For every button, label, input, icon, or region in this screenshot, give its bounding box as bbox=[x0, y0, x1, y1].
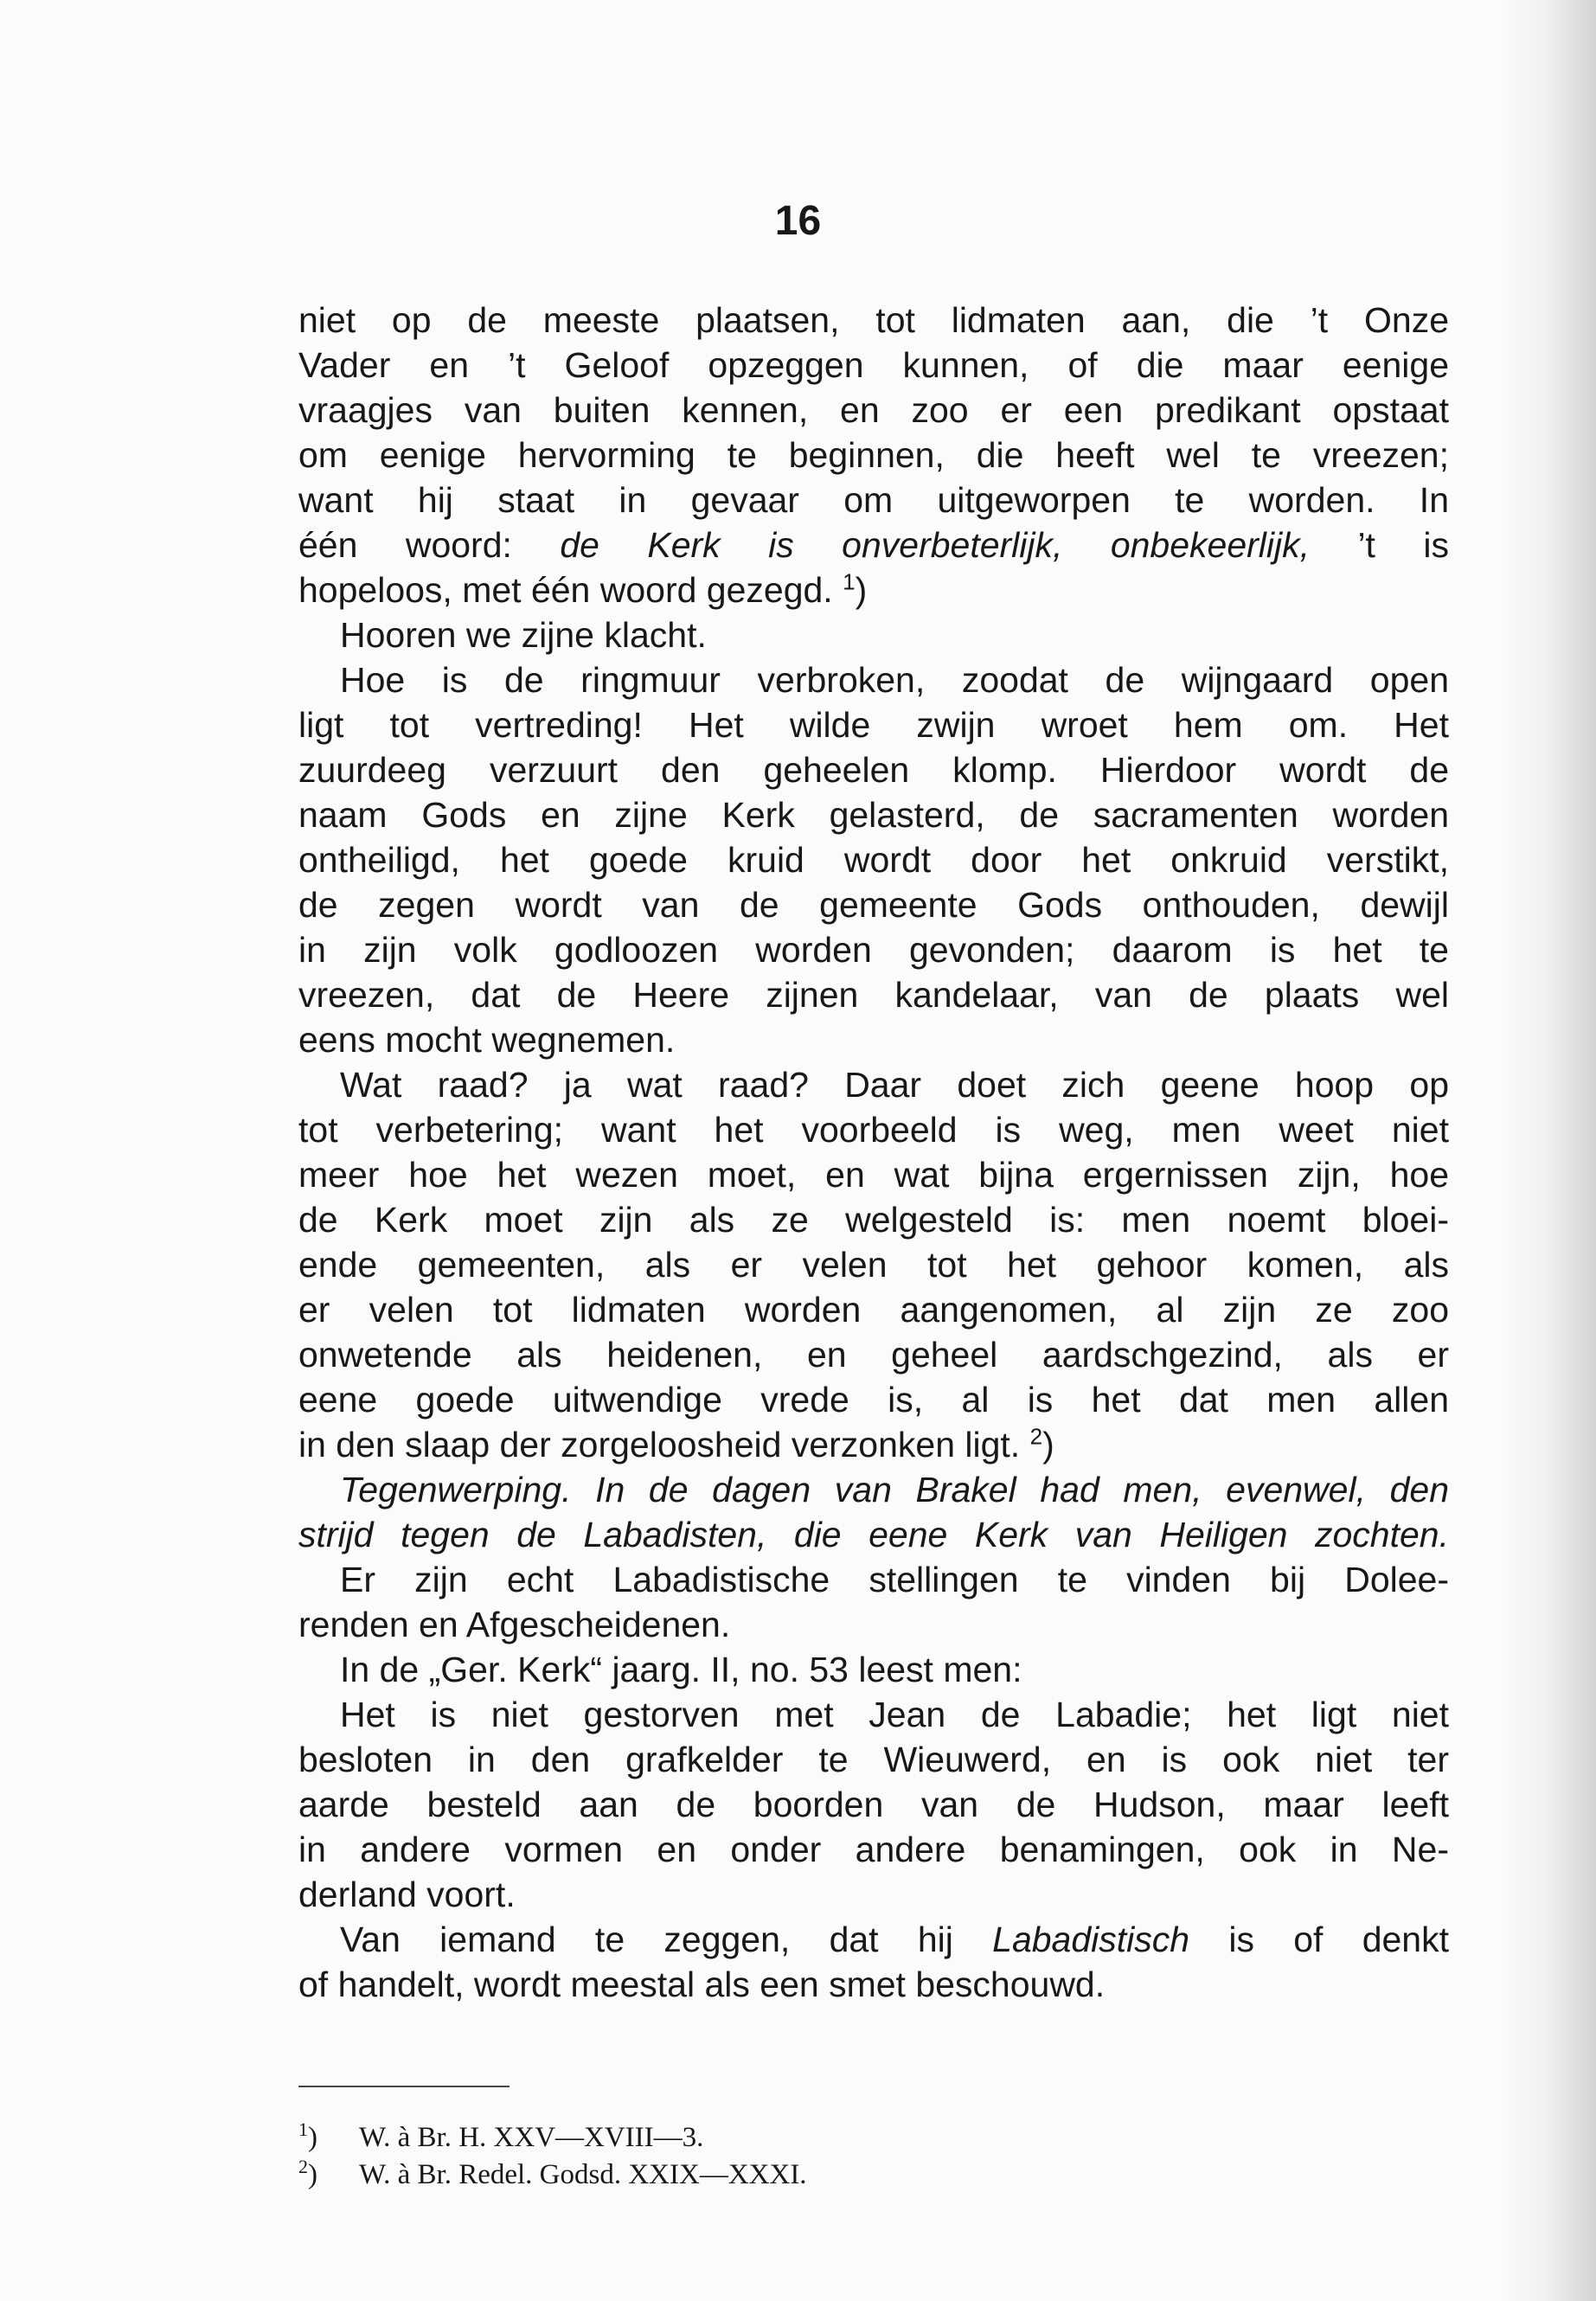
text-line: niet op de meeste plaatsen, tot lidmaten aan, die ’t Onze bbox=[298, 300, 1449, 340]
footnotes bbox=[298, 2119, 807, 2194]
text-line: aarde besteld aan de boorden van de Hudson, maar leeft bbox=[298, 1785, 1449, 1824]
text-line: meer hoe het wezen moet, en wat bijna ergernissen zijn, hoe bbox=[298, 1155, 1449, 1195]
text-line: in andere vormen en onder andere benamingen, ook in Ne- bbox=[298, 1830, 1449, 1869]
text-line: ontheiligd, het goede kruid wordt door het onkruid verstikt, bbox=[298, 840, 1449, 880]
text-line: derland voort. bbox=[298, 1875, 516, 1914]
text-line: ligt tot vertreding! Het wilde zwijn wroet hem om. Het bbox=[298, 705, 1449, 745]
text-line: om eenige hervorming te beginnen, die heeft wel te vreezen; bbox=[298, 435, 1449, 475]
footnote-mark: $^2$) bbox=[298, 2156, 317, 2190]
footnote-text: W. à Br. H. XXV—XVIII—3. bbox=[359, 2122, 704, 2153]
text-line: Wat raad? ja wat raad? Daar doet zich geene hoop op bbox=[340, 1065, 1449, 1105]
text-line: de zegen wordt van de gemeente Gods onthouden, dewijl bbox=[298, 885, 1449, 925]
text-line: in zijn volk godloozen worden gevonden; daarom is het te bbox=[298, 930, 1449, 970]
text-line: Hooren we zijne klacht. bbox=[340, 615, 707, 655]
text-line: vreezen, dat de Heere zijnen kandelaar, van de plaats wel bbox=[298, 975, 1449, 1015]
text-line: vraagjes van buiten kennen, en zoo er een predikant opstaat bbox=[298, 390, 1449, 430]
text-line: tot verbetering; want het voorbeeld is weg, men weet niet bbox=[298, 1110, 1449, 1150]
text-line: één woord: de Kerk is onverbeterlijk, onbekeerlijk, ’t is bbox=[298, 525, 1449, 565]
text-line: Er zijn echt Labadistische stellingen te vinden bij Dolee- bbox=[340, 1560, 1449, 1599]
text-line: In de „Ger. Kerk“ jaarg. II, no. 53 leest men: bbox=[340, 1650, 1022, 1689]
text-line: Hoe is de ringmuur verbroken, zoodat de wijngaard open bbox=[340, 660, 1449, 700]
footnote-mark: $^1$) bbox=[298, 2118, 317, 2153]
text-line: onwetende als heidenen, en geheel aardschgezind, als er bbox=[298, 1335, 1449, 1375]
text-line: eens mocht wegnemen. bbox=[298, 1020, 676, 1060]
footnote bbox=[298, 2157, 807, 2194]
text-line: in den slaap der zorgeloosheid verzonken ligt. $^2$) bbox=[298, 1423, 1054, 1465]
text-line: want hij staat in gevaar om uitgeworpen te worden. In bbox=[298, 480, 1449, 520]
text-line: Van iemand te zeggen, dat hij Labadistisch is of denkt bbox=[340, 1920, 1449, 1959]
text-line: ende gemeenten, als er velen tot het gehoor komen, als bbox=[298, 1245, 1449, 1285]
body-text bbox=[298, 298, 1449, 2007]
text-line: eene goede uitwendige vrede is, al is het dat men allen bbox=[298, 1380, 1449, 1420]
text-line: Tegenwerping. In de dagen van Brakel had men, evenwel, den bbox=[340, 1470, 1449, 1509]
footnote bbox=[298, 2119, 807, 2157]
text-line: er velen tot lidmaten worden aangenomen, al zijn ze zoo bbox=[298, 1290, 1449, 1330]
text-line: de Kerk moet zijn als ze welgesteld is: men noemt bloei- bbox=[298, 1200, 1449, 1240]
text-line: Vader en ’t Geloof opzeggen kunnen, of die maar eenige bbox=[298, 345, 1449, 385]
text-line: zuurdeeg verzuurt den geheelen klomp. Hierdoor wordt de bbox=[298, 750, 1449, 790]
text-line: renden en Afgescheidenen. bbox=[298, 1605, 731, 1644]
text-line: naam Gods en zijne Kerk gelasterd, de sacramenten worden bbox=[298, 795, 1449, 835]
text-line: strijd tegen de Labadisten, die eene Kerk van Heiligen zochten. bbox=[298, 1515, 1449, 1554]
text-line: besloten in den grafkelder te Wieuwerd, en is ook niet ter bbox=[298, 1740, 1449, 1779]
page-edge-shadow bbox=[1501, 0, 1596, 2301]
footnote-text: W. à Br. Redel. Godsd. XXIX—XXXI. bbox=[359, 2159, 807, 2190]
text-line: Het is niet gestorven met Jean de Labadie; het ligt niet bbox=[340, 1695, 1449, 1734]
text-line: of handelt, wordt meestal als een smet beschouwd. bbox=[298, 1965, 1106, 2004]
page-number: 16 bbox=[774, 198, 822, 244]
footnote-divider bbox=[298, 2086, 510, 2087]
text-line: hopeloos, met één woord gezegd. $^1$) bbox=[298, 568, 868, 610]
